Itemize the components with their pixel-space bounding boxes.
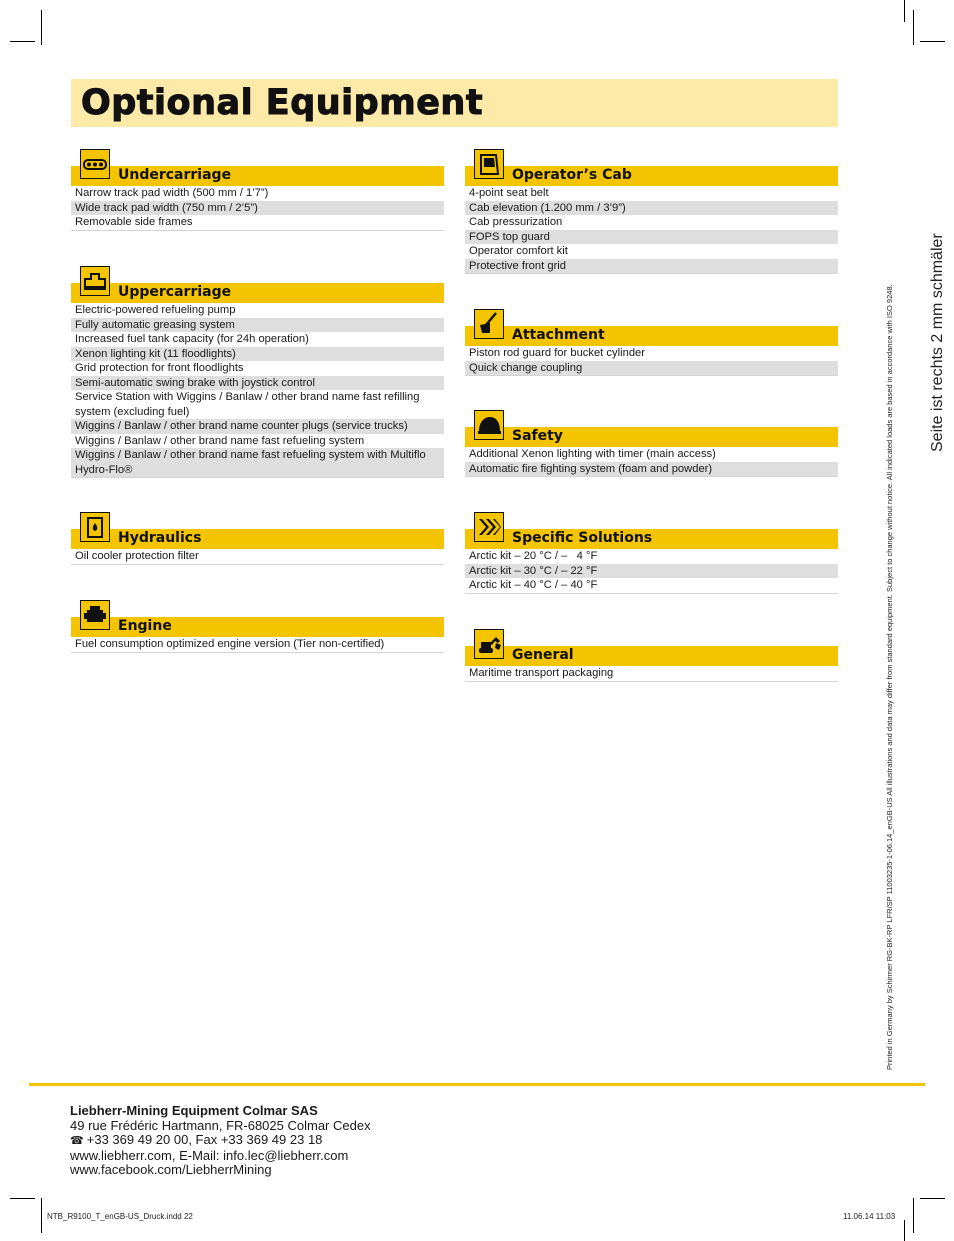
section-uppercarriage bbox=[71, 283, 444, 478]
list-item: Piston rod guard for bucket cylinder bbox=[465, 346, 838, 361]
crop-mark bbox=[10, 1198, 35, 1199]
list-item: Narrow track pad width (500 mm / 1’7”) bbox=[71, 186, 444, 201]
list-item: Fuel consumption optimized engine version (Tier non-certified) bbox=[71, 637, 444, 653]
list-item: Quick change coupling bbox=[465, 361, 838, 377]
section-header bbox=[71, 166, 444, 186]
list-item: Wiggins / Banlaw / other brand name fast refueling system with Multiflo Hydro-Flo® bbox=[71, 448, 444, 478]
section-heading: Uppercarriage bbox=[118, 284, 232, 300]
list-item: Arctic kit – 40 °C / – 40 °F bbox=[465, 578, 838, 594]
crop-mark bbox=[913, 10, 914, 45]
section-heading: Attachment bbox=[512, 327, 605, 343]
list-item: Xenon lighting kit (11 floodlights) bbox=[71, 347, 444, 362]
list-item: Cab elevation (1.200 mm / 3’9”) bbox=[465, 201, 838, 216]
company-name: Liebherr-Mining Equipment Colmar SAS bbox=[70, 1103, 318, 1118]
section-undercarriage bbox=[71, 166, 444, 231]
date-slug: 11.06.14 11:03 bbox=[843, 1212, 896, 1221]
list-item: Arctic kit – 30 °C / – 22 °F bbox=[465, 564, 838, 579]
section-header bbox=[71, 283, 444, 303]
crop-mark bbox=[904, 0, 905, 22]
list-item: Electric-powered refueling pump bbox=[71, 303, 444, 318]
bucket-icon bbox=[474, 309, 504, 339]
address: 49 rue Frédéric Hartmann, FR-68025 Colmar Cedex bbox=[70, 1117, 371, 1133]
facebook-link[interactable]: www.facebook.com/LiebherrMining bbox=[70, 1162, 272, 1178]
list-item: 4-point seat belt bbox=[465, 186, 838, 201]
section-header bbox=[71, 617, 444, 637]
print-notice: Printed in Germany by Schirmer RG-BK-RP LFR/SP 11003235-1-06.14_enGB-US All illustrations and data may differ from standard equipment. Subject to change without notice. All indicated loads are based in accordance with ISO 9248. bbox=[885, 284, 894, 1070]
helmet-icon bbox=[474, 410, 504, 440]
item-list bbox=[71, 549, 444, 565]
item-list bbox=[71, 303, 444, 478]
item-list bbox=[465, 186, 838, 274]
list-item: Cab pressurization bbox=[465, 215, 838, 230]
section-hydraulics bbox=[71, 529, 444, 565]
web-email[interactable]: www.liebherr.com, E-Mail: info.lec@liebherr.com bbox=[70, 1147, 349, 1163]
item-list bbox=[465, 666, 838, 682]
section-heading: General bbox=[512, 647, 574, 663]
section-heading: Undercarriage bbox=[118, 167, 232, 183]
item-list bbox=[465, 447, 838, 477]
phone-icon: ☎ bbox=[70, 1135, 87, 1148]
list-item: Service Station with Wiggins / Banlaw / other brand name fast refilling system (excluding fuel) bbox=[71, 390, 444, 419]
item-list bbox=[465, 549, 838, 594]
list-item: Removable side frames bbox=[71, 215, 444, 231]
section-specific-solutions bbox=[465, 529, 838, 594]
list-item: Maritime transport packaging bbox=[465, 666, 838, 682]
item-list bbox=[71, 186, 444, 231]
section-header bbox=[465, 427, 838, 447]
section-heading: Engine bbox=[118, 618, 172, 634]
footer-divider bbox=[29, 1083, 925, 1086]
list-item: Operator comfort kit bbox=[465, 244, 838, 259]
section-header bbox=[465, 166, 838, 186]
cab-icon bbox=[474, 149, 504, 179]
phone-fax: +33 369 49 20 00, Fax +33 369 49 23 18 bbox=[86, 1132, 323, 1148]
crop-mark bbox=[913, 1198, 914, 1233]
section-general bbox=[465, 646, 838, 682]
section-heading: Operator’s Cab bbox=[512, 167, 632, 183]
section-header bbox=[465, 646, 838, 666]
crop-mark bbox=[920, 41, 945, 42]
margin-note: Seite ist rechts 2 mm schmäler bbox=[929, 233, 946, 452]
list-item: Fully automatic greasing system bbox=[71, 318, 444, 333]
section-safety bbox=[465, 427, 838, 477]
section-header bbox=[465, 326, 838, 346]
page-title: Optional Equipment bbox=[81, 83, 484, 123]
list-item: Increased fuel tank capacity (for 24h operation) bbox=[71, 332, 444, 347]
list-item: Protective front grid bbox=[465, 259, 838, 275]
list-item: Wide track pad width (750 mm / 2’5”) bbox=[71, 201, 444, 216]
uppercarriage-icon bbox=[80, 266, 110, 296]
title-banner bbox=[71, 79, 838, 127]
list-item: Wiggins / Banlaw / other brand name counter plugs (service trucks) bbox=[71, 419, 444, 434]
footer-contact bbox=[70, 1104, 371, 1178]
excavator-icon bbox=[474, 629, 504, 659]
track-icon bbox=[80, 149, 110, 179]
hydraulic-oil-icon bbox=[80, 512, 110, 542]
list-item: Oil cooler protection filter bbox=[71, 549, 444, 565]
crop-mark bbox=[920, 1198, 945, 1199]
engine-icon bbox=[80, 600, 110, 630]
section-heading: Hydraulics bbox=[118, 530, 202, 546]
list-item: FOPS top guard bbox=[465, 230, 838, 245]
phone-line bbox=[70, 1133, 371, 1149]
crop-mark bbox=[904, 1220, 905, 1241]
section-header bbox=[465, 529, 838, 549]
section-heading: Safety bbox=[512, 428, 563, 444]
section-heading: Specific Solutions bbox=[512, 530, 653, 546]
section-header bbox=[71, 529, 444, 549]
section-attachment bbox=[465, 326, 838, 376]
list-item: Arctic kit – 20 °C / – 4 °F bbox=[465, 549, 838, 564]
list-item: Grid protection for front floodlights bbox=[71, 361, 444, 376]
list-item: Wiggins / Banlaw / other brand name fast refueling system bbox=[71, 434, 444, 449]
item-list bbox=[71, 637, 444, 653]
item-list bbox=[465, 346, 838, 376]
list-item: Semi-automatic swing brake with joystick control bbox=[71, 376, 444, 391]
list-item: Additional Xenon lighting with timer (main access) bbox=[465, 447, 838, 462]
crop-mark bbox=[41, 1198, 42, 1233]
chevrons-icon bbox=[474, 512, 504, 542]
section-engine bbox=[71, 617, 444, 653]
file-slug: NTB_R9100_T_enGB-US_Druck.indd 22 bbox=[47, 1212, 193, 1221]
section-operators-cab bbox=[465, 166, 838, 274]
crop-mark bbox=[10, 41, 35, 42]
list-item: Automatic fire fighting system (foam and powder) bbox=[465, 462, 838, 478]
crop-mark bbox=[41, 10, 42, 45]
